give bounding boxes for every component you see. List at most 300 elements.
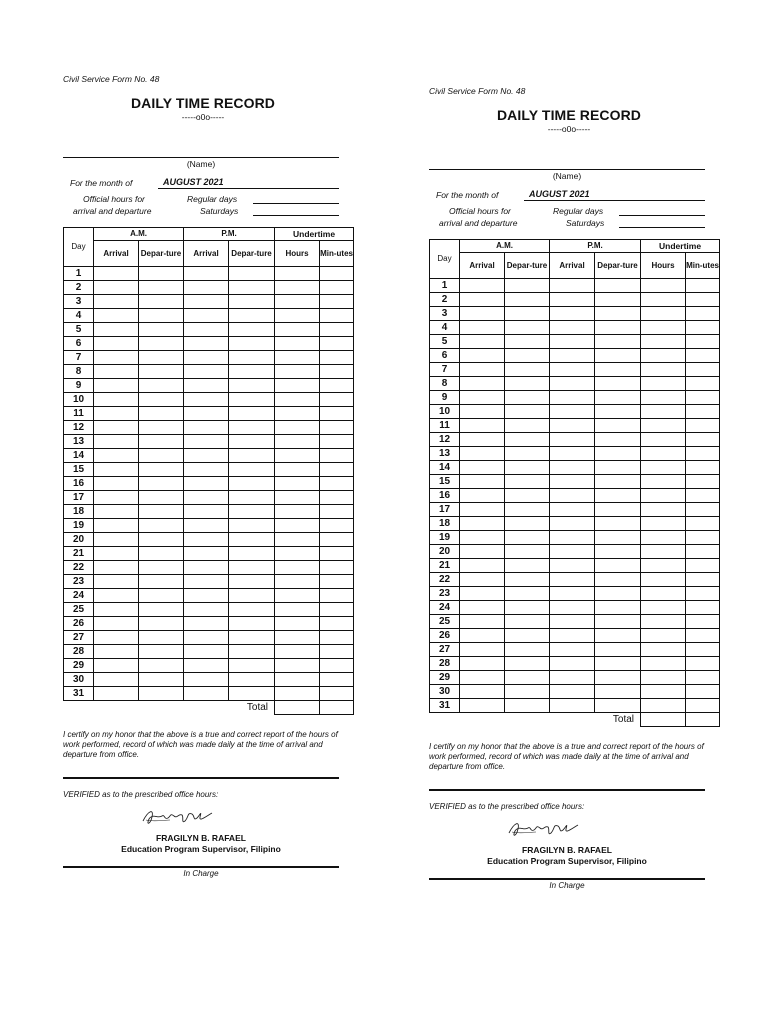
undertime-minutes-cell[interactable] xyxy=(320,589,354,603)
pm-arrival-cell[interactable] xyxy=(550,363,595,377)
pm-departure-cell[interactable] xyxy=(595,601,641,615)
am-departure-cell[interactable] xyxy=(505,377,550,391)
pm-departure-cell[interactable] xyxy=(595,419,641,433)
am-arrival-cell[interactable] xyxy=(94,561,139,575)
pm-arrival-cell[interactable] xyxy=(184,393,229,407)
am-arrival-cell[interactable] xyxy=(94,267,139,281)
undertime-hours-cell[interactable] xyxy=(275,337,320,351)
am-arrival-cell[interactable] xyxy=(460,391,505,405)
undertime-hours-cell[interactable] xyxy=(641,629,686,643)
undertime-hours-cell[interactable] xyxy=(641,447,686,461)
am-arrival-cell[interactable] xyxy=(94,351,139,365)
pm-arrival-cell[interactable] xyxy=(184,617,229,631)
pm-arrival-cell[interactable] xyxy=(550,503,595,517)
undertime-minutes-cell[interactable] xyxy=(686,433,720,447)
undertime-minutes-cell[interactable] xyxy=(320,435,354,449)
am-arrival-cell[interactable] xyxy=(94,449,139,463)
am-arrival-cell[interactable] xyxy=(94,295,139,309)
pm-arrival-cell[interactable] xyxy=(184,379,229,393)
undertime-minutes-cell[interactable] xyxy=(320,673,354,687)
am-arrival-cell[interactable] xyxy=(460,503,505,517)
am-arrival-cell[interactable] xyxy=(460,279,505,293)
undertime-hours-cell[interactable] xyxy=(641,279,686,293)
pm-arrival-cell[interactable] xyxy=(550,531,595,545)
undertime-minutes-cell[interactable] xyxy=(686,405,720,419)
am-arrival-cell[interactable] xyxy=(94,659,139,673)
pm-departure-cell[interactable] xyxy=(229,393,275,407)
pm-arrival-cell[interactable] xyxy=(184,491,229,505)
pm-departure-cell[interactable] xyxy=(595,307,641,321)
regular-days-field[interactable] xyxy=(619,215,705,216)
pm-arrival-cell[interactable] xyxy=(184,351,229,365)
undertime-hours-cell[interactable] xyxy=(641,531,686,545)
undertime-minutes-cell[interactable] xyxy=(320,617,354,631)
am-departure-cell[interactable] xyxy=(505,349,550,363)
undertime-hours-cell[interactable] xyxy=(641,601,686,615)
pm-departure-cell[interactable] xyxy=(229,309,275,323)
undertime-hours-cell[interactable] xyxy=(275,393,320,407)
am-departure-cell[interactable] xyxy=(139,547,184,561)
pm-departure-cell[interactable] xyxy=(595,643,641,657)
am-departure-cell[interactable] xyxy=(139,295,184,309)
undertime-minutes-cell[interactable] xyxy=(686,503,720,517)
pm-departure-cell[interactable] xyxy=(229,673,275,687)
undertime-minutes-cell[interactable] xyxy=(686,489,720,503)
am-departure-cell[interactable] xyxy=(139,477,184,491)
pm-departure-cell[interactable] xyxy=(595,475,641,489)
pm-departure-cell[interactable] xyxy=(229,491,275,505)
pm-departure-cell[interactable] xyxy=(229,435,275,449)
undertime-hours-cell[interactable] xyxy=(275,323,320,337)
pm-departure-cell[interactable] xyxy=(595,699,641,713)
am-arrival-cell[interactable] xyxy=(94,547,139,561)
pm-arrival-cell[interactable] xyxy=(550,657,595,671)
undertime-hours-cell[interactable] xyxy=(275,281,320,295)
undertime-hours-cell[interactable] xyxy=(641,475,686,489)
am-departure-cell[interactable] xyxy=(139,603,184,617)
am-departure-cell[interactable] xyxy=(139,365,184,379)
undertime-minutes-cell[interactable] xyxy=(320,281,354,295)
am-arrival-cell[interactable] xyxy=(94,491,139,505)
undertime-minutes-cell[interactable] xyxy=(320,603,354,617)
undertime-minutes-cell[interactable] xyxy=(320,393,354,407)
pm-departure-cell[interactable] xyxy=(229,589,275,603)
pm-arrival-cell[interactable] xyxy=(550,433,595,447)
pm-departure-cell[interactable] xyxy=(595,517,641,531)
am-departure-cell[interactable] xyxy=(505,363,550,377)
pm-arrival-cell[interactable] xyxy=(550,461,595,475)
am-arrival-cell[interactable] xyxy=(94,533,139,547)
undertime-hours-cell[interactable] xyxy=(275,365,320,379)
pm-arrival-cell[interactable] xyxy=(184,477,229,491)
pm-arrival-cell[interactable] xyxy=(184,421,229,435)
am-arrival-cell[interactable] xyxy=(94,631,139,645)
month-field[interactable]: AUGUST 2021 xyxy=(524,188,705,201)
pm-departure-cell[interactable] xyxy=(229,561,275,575)
undertime-hours-cell[interactable] xyxy=(275,435,320,449)
am-departure-cell[interactable] xyxy=(139,533,184,547)
undertime-hours-cell[interactable] xyxy=(275,533,320,547)
am-departure-cell[interactable] xyxy=(139,393,184,407)
undertime-hours-cell[interactable] xyxy=(641,615,686,629)
am-departure-cell[interactable] xyxy=(139,575,184,589)
pm-arrival-cell[interactable] xyxy=(550,573,595,587)
am-departure-cell[interactable] xyxy=(139,519,184,533)
pm-departure-cell[interactable] xyxy=(595,573,641,587)
undertime-hours-cell[interactable] xyxy=(275,351,320,365)
undertime-minutes-cell[interactable] xyxy=(320,463,354,477)
am-arrival-cell[interactable] xyxy=(460,433,505,447)
am-arrival-cell[interactable] xyxy=(94,463,139,477)
undertime-hours-cell[interactable] xyxy=(275,505,320,519)
pm-departure-cell[interactable] xyxy=(595,685,641,699)
am-arrival-cell[interactable] xyxy=(460,657,505,671)
pm-arrival-cell[interactable] xyxy=(184,533,229,547)
pm-departure-cell[interactable] xyxy=(229,645,275,659)
pm-departure-cell[interactable] xyxy=(229,365,275,379)
pm-arrival-cell[interactable] xyxy=(184,281,229,295)
am-departure-cell[interactable] xyxy=(505,489,550,503)
pm-departure-cell[interactable] xyxy=(595,335,641,349)
am-arrival-cell[interactable] xyxy=(94,603,139,617)
undertime-minutes-cell[interactable] xyxy=(320,533,354,547)
undertime-minutes-cell[interactable] xyxy=(320,421,354,435)
pm-arrival-cell[interactable] xyxy=(184,603,229,617)
am-arrival-cell[interactable] xyxy=(94,365,139,379)
undertime-minutes-cell[interactable] xyxy=(686,293,720,307)
pm-departure-cell[interactable] xyxy=(229,617,275,631)
undertime-hours-cell[interactable] xyxy=(641,363,686,377)
am-departure-cell[interactable] xyxy=(505,531,550,545)
am-departure-cell[interactable] xyxy=(505,629,550,643)
am-arrival-cell[interactable] xyxy=(94,575,139,589)
am-departure-cell[interactable] xyxy=(139,673,184,687)
pm-arrival-cell[interactable] xyxy=(550,377,595,391)
undertime-minutes-cell[interactable] xyxy=(686,335,720,349)
undertime-minutes-cell[interactable] xyxy=(686,699,720,713)
undertime-hours-cell[interactable] xyxy=(275,267,320,281)
pm-arrival-cell[interactable] xyxy=(550,517,595,531)
am-departure-cell[interactable] xyxy=(505,685,550,699)
pm-arrival-cell[interactable] xyxy=(550,601,595,615)
pm-departure-cell[interactable] xyxy=(595,405,641,419)
pm-departure-cell[interactable] xyxy=(595,433,641,447)
pm-arrival-cell[interactable] xyxy=(184,407,229,421)
pm-arrival-cell[interactable] xyxy=(550,279,595,293)
undertime-minutes-cell[interactable] xyxy=(320,309,354,323)
pm-departure-cell[interactable] xyxy=(229,449,275,463)
pm-arrival-cell[interactable] xyxy=(184,659,229,673)
undertime-minutes-cell[interactable] xyxy=(686,685,720,699)
am-departure-cell[interactable] xyxy=(139,589,184,603)
undertime-minutes-cell[interactable] xyxy=(686,601,720,615)
am-departure-cell[interactable] xyxy=(139,463,184,477)
pm-departure-cell[interactable] xyxy=(229,463,275,477)
pm-departure-cell[interactable] xyxy=(229,379,275,393)
am-arrival-cell[interactable] xyxy=(94,421,139,435)
pm-arrival-cell[interactable] xyxy=(184,295,229,309)
pm-arrival-cell[interactable] xyxy=(184,463,229,477)
am-departure-cell[interactable] xyxy=(505,601,550,615)
undertime-hours-cell[interactable] xyxy=(641,321,686,335)
am-departure-cell[interactable] xyxy=(505,503,550,517)
undertime-hours-cell[interactable] xyxy=(641,559,686,573)
undertime-hours-cell[interactable] xyxy=(641,349,686,363)
am-arrival-cell[interactable] xyxy=(94,281,139,295)
pm-departure-cell[interactable] xyxy=(595,349,641,363)
am-arrival-cell[interactable] xyxy=(460,587,505,601)
undertime-minutes-cell[interactable] xyxy=(320,267,354,281)
undertime-minutes-cell[interactable] xyxy=(686,307,720,321)
undertime-hours-cell[interactable] xyxy=(641,489,686,503)
am-departure-cell[interactable] xyxy=(505,545,550,559)
am-arrival-cell[interactable] xyxy=(94,337,139,351)
am-arrival-cell[interactable] xyxy=(94,645,139,659)
am-arrival-cell[interactable] xyxy=(460,685,505,699)
undertime-hours-cell[interactable] xyxy=(641,433,686,447)
am-departure-cell[interactable] xyxy=(505,293,550,307)
am-departure-cell[interactable] xyxy=(139,449,184,463)
undertime-minutes-cell[interactable] xyxy=(686,363,720,377)
undertime-minutes-cell[interactable] xyxy=(320,379,354,393)
am-arrival-cell[interactable] xyxy=(94,673,139,687)
pm-departure-cell[interactable] xyxy=(229,323,275,337)
pm-departure-cell[interactable] xyxy=(595,391,641,405)
pm-departure-cell[interactable] xyxy=(229,533,275,547)
am-arrival-cell[interactable] xyxy=(460,293,505,307)
undertime-hours-cell[interactable] xyxy=(641,545,686,559)
am-arrival-cell[interactable] xyxy=(460,419,505,433)
undertime-hours-cell[interactable] xyxy=(641,573,686,587)
undertime-minutes-cell[interactable] xyxy=(686,643,720,657)
am-departure-cell[interactable] xyxy=(505,307,550,321)
pm-departure-cell[interactable] xyxy=(229,351,275,365)
pm-departure-cell[interactable] xyxy=(595,531,641,545)
am-departure-cell[interactable] xyxy=(505,517,550,531)
am-departure-cell[interactable] xyxy=(139,309,184,323)
undertime-hours-cell[interactable] xyxy=(275,617,320,631)
undertime-hours-cell[interactable] xyxy=(275,687,320,701)
am-arrival-cell[interactable] xyxy=(460,363,505,377)
pm-departure-cell[interactable] xyxy=(229,547,275,561)
pm-departure-cell[interactable] xyxy=(595,615,641,629)
am-arrival-cell[interactable] xyxy=(94,407,139,421)
undertime-hours-cell[interactable] xyxy=(275,407,320,421)
pm-departure-cell[interactable] xyxy=(229,295,275,309)
pm-arrival-cell[interactable] xyxy=(550,391,595,405)
undertime-hours-cell[interactable] xyxy=(275,421,320,435)
am-departure-cell[interactable] xyxy=(505,573,550,587)
am-departure-cell[interactable] xyxy=(505,279,550,293)
am-arrival-cell[interactable] xyxy=(94,309,139,323)
undertime-hours-cell[interactable] xyxy=(275,463,320,477)
undertime-hours-cell[interactable] xyxy=(641,391,686,405)
am-departure-cell[interactable] xyxy=(139,561,184,575)
am-arrival-cell[interactable] xyxy=(94,477,139,491)
am-arrival-cell[interactable] xyxy=(460,377,505,391)
pm-departure-cell[interactable] xyxy=(595,545,641,559)
am-departure-cell[interactable] xyxy=(505,587,550,601)
pm-arrival-cell[interactable] xyxy=(550,447,595,461)
pm-departure-cell[interactable] xyxy=(595,461,641,475)
pm-arrival-cell[interactable] xyxy=(550,545,595,559)
undertime-minutes-cell[interactable] xyxy=(320,505,354,519)
am-departure-cell[interactable] xyxy=(139,337,184,351)
pm-departure-cell[interactable] xyxy=(229,337,275,351)
pm-departure-cell[interactable] xyxy=(229,267,275,281)
undertime-hours-cell[interactable] xyxy=(641,419,686,433)
am-departure-cell[interactable] xyxy=(505,391,550,405)
am-departure-cell[interactable] xyxy=(139,645,184,659)
am-arrival-cell[interactable] xyxy=(460,531,505,545)
undertime-minutes-cell[interactable] xyxy=(686,573,720,587)
am-departure-cell[interactable] xyxy=(139,379,184,393)
pm-departure-cell[interactable] xyxy=(229,659,275,673)
undertime-hours-cell[interactable] xyxy=(275,589,320,603)
am-arrival-cell[interactable] xyxy=(460,629,505,643)
employee-signature-line[interactable] xyxy=(429,789,705,791)
pm-arrival-cell[interactable] xyxy=(550,335,595,349)
am-arrival-cell[interactable] xyxy=(94,393,139,407)
undertime-hours-cell[interactable] xyxy=(641,405,686,419)
employee-signature-line[interactable] xyxy=(63,777,339,779)
pm-arrival-cell[interactable] xyxy=(184,561,229,575)
undertime-hours-cell[interactable] xyxy=(275,659,320,673)
am-departure-cell[interactable] xyxy=(139,687,184,701)
pm-arrival-cell[interactable] xyxy=(550,489,595,503)
am-arrival-cell[interactable] xyxy=(460,321,505,335)
am-departure-cell[interactable] xyxy=(505,461,550,475)
am-arrival-cell[interactable] xyxy=(460,405,505,419)
undertime-minutes-cell[interactable] xyxy=(686,377,720,391)
am-arrival-cell[interactable] xyxy=(460,335,505,349)
am-departure-cell[interactable] xyxy=(139,323,184,337)
undertime-hours-cell[interactable] xyxy=(641,685,686,699)
undertime-hours-cell[interactable] xyxy=(275,449,320,463)
am-arrival-cell[interactable] xyxy=(94,617,139,631)
am-arrival-cell[interactable] xyxy=(460,349,505,363)
pm-arrival-cell[interactable] xyxy=(184,575,229,589)
undertime-hours-cell[interactable] xyxy=(275,561,320,575)
undertime-hours-cell[interactable] xyxy=(641,293,686,307)
pm-departure-cell[interactable] xyxy=(229,631,275,645)
pm-departure-cell[interactable] xyxy=(595,447,641,461)
undertime-minutes-cell[interactable] xyxy=(686,545,720,559)
pm-arrival-cell[interactable] xyxy=(184,323,229,337)
pm-arrival-cell[interactable] xyxy=(184,673,229,687)
undertime-minutes-cell[interactable] xyxy=(686,657,720,671)
undertime-hours-cell[interactable] xyxy=(641,671,686,685)
undertime-hours-cell[interactable] xyxy=(275,603,320,617)
pm-departure-cell[interactable] xyxy=(229,421,275,435)
am-arrival-cell[interactable] xyxy=(460,545,505,559)
am-departure-cell[interactable] xyxy=(139,281,184,295)
undertime-hours-cell[interactable] xyxy=(641,657,686,671)
am-arrival-cell[interactable] xyxy=(460,447,505,461)
pm-departure-cell[interactable] xyxy=(229,505,275,519)
pm-arrival-cell[interactable] xyxy=(184,589,229,603)
am-departure-cell[interactable] xyxy=(139,659,184,673)
undertime-hours-cell[interactable] xyxy=(275,295,320,309)
pm-arrival-cell[interactable] xyxy=(184,547,229,561)
undertime-minutes-cell[interactable] xyxy=(320,295,354,309)
pm-departure-cell[interactable] xyxy=(595,489,641,503)
pm-departure-cell[interactable] xyxy=(595,671,641,685)
undertime-minutes-cell[interactable] xyxy=(686,419,720,433)
pm-arrival-cell[interactable] xyxy=(184,267,229,281)
am-arrival-cell[interactable] xyxy=(460,489,505,503)
am-departure-cell[interactable] xyxy=(139,617,184,631)
am-arrival-cell[interactable] xyxy=(94,323,139,337)
undertime-minutes-cell[interactable] xyxy=(320,477,354,491)
am-arrival-cell[interactable] xyxy=(94,505,139,519)
am-departure-cell[interactable] xyxy=(505,643,550,657)
pm-arrival-cell[interactable] xyxy=(550,349,595,363)
undertime-minutes-cell[interactable] xyxy=(686,447,720,461)
saturdays-field[interactable] xyxy=(253,215,339,216)
undertime-hours-cell[interactable] xyxy=(641,503,686,517)
total-minutes-cell[interactable] xyxy=(686,713,720,727)
undertime-minutes-cell[interactable] xyxy=(320,491,354,505)
pm-departure-cell[interactable] xyxy=(229,575,275,589)
am-departure-cell[interactable] xyxy=(139,631,184,645)
pm-arrival-cell[interactable] xyxy=(550,671,595,685)
am-departure-cell[interactable] xyxy=(505,657,550,671)
pm-departure-cell[interactable] xyxy=(229,407,275,421)
am-arrival-cell[interactable] xyxy=(94,519,139,533)
am-arrival-cell[interactable] xyxy=(94,589,139,603)
saturdays-field[interactable] xyxy=(619,227,705,228)
am-departure-cell[interactable] xyxy=(139,407,184,421)
am-departure-cell[interactable] xyxy=(505,559,550,573)
undertime-minutes-cell[interactable] xyxy=(320,561,354,575)
am-arrival-cell[interactable] xyxy=(460,461,505,475)
undertime-minutes-cell[interactable] xyxy=(686,391,720,405)
am-departure-cell[interactable] xyxy=(139,351,184,365)
month-field[interactable]: AUGUST 2021 xyxy=(158,176,339,189)
pm-arrival-cell[interactable] xyxy=(184,449,229,463)
undertime-minutes-cell[interactable] xyxy=(686,279,720,293)
am-departure-cell[interactable] xyxy=(139,491,184,505)
undertime-hours-cell[interactable] xyxy=(275,519,320,533)
am-departure-cell[interactable] xyxy=(139,505,184,519)
undertime-hours-cell[interactable] xyxy=(641,643,686,657)
total-hours-cell[interactable] xyxy=(641,713,686,727)
undertime-hours-cell[interactable] xyxy=(641,461,686,475)
undertime-hours-cell[interactable] xyxy=(641,699,686,713)
am-arrival-cell[interactable] xyxy=(460,643,505,657)
am-arrival-cell[interactable] xyxy=(460,517,505,531)
undertime-minutes-cell[interactable] xyxy=(686,321,720,335)
name-field[interactable] xyxy=(63,157,339,158)
am-arrival-cell[interactable] xyxy=(460,475,505,489)
pm-arrival-cell[interactable] xyxy=(184,435,229,449)
pm-departure-cell[interactable] xyxy=(595,321,641,335)
undertime-minutes-cell[interactable] xyxy=(686,531,720,545)
pm-arrival-cell[interactable] xyxy=(184,687,229,701)
pm-departure-cell[interactable] xyxy=(229,519,275,533)
undertime-minutes-cell[interactable] xyxy=(686,629,720,643)
pm-departure-cell[interactable] xyxy=(229,687,275,701)
pm-arrival-cell[interactable] xyxy=(184,337,229,351)
undertime-hours-cell[interactable] xyxy=(275,477,320,491)
undertime-minutes-cell[interactable] xyxy=(686,587,720,601)
am-arrival-cell[interactable] xyxy=(460,601,505,615)
pm-arrival-cell[interactable] xyxy=(550,629,595,643)
undertime-minutes-cell[interactable] xyxy=(320,519,354,533)
undertime-minutes-cell[interactable] xyxy=(320,687,354,701)
pm-departure-cell[interactable] xyxy=(595,559,641,573)
